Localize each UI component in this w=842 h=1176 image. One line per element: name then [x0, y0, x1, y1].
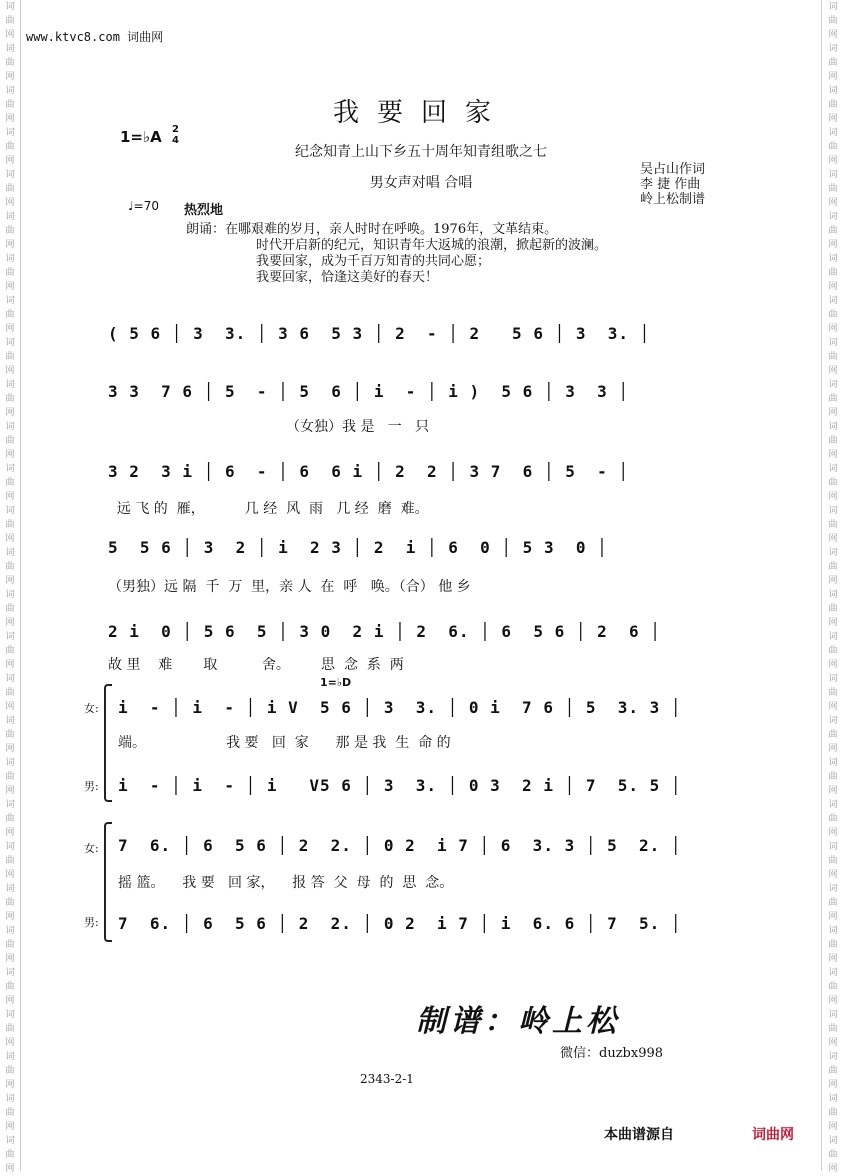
duet2-male-notes: 7 6. │ 6 5 6 │ 2 2. │ 0 2 i 7 │ i 6. 6 │ 7 5. │ — [118, 914, 682, 933]
duet1-lyrics: 端。 我 要 回 家 那 是 我 生 命 的 — [118, 735, 451, 751]
score-line-3-notes: 3 2 3 i │ 6 - │ 6 6 i │ 2 2 │ 3 7 6 │ 5 - │ — [108, 462, 630, 481]
male-label: 男: — [84, 780, 99, 793]
song-subtitle: 纪念知青上山下乡五十周年知青组歌之七 — [295, 144, 547, 160]
system-brace — [104, 684, 112, 802]
time-bottom: 4 — [172, 135, 179, 146]
source-site-link[interactable]: 词曲网 — [752, 1127, 794, 1143]
male-label: 男: — [84, 916, 99, 929]
recitation-line: 我要回家，成为千百万知青的共同心愿； — [256, 254, 491, 269]
wechat-contact: 微信：duzbx998 — [560, 1046, 664, 1061]
right-watermark-strip: 词曲网词曲网词曲网词曲网词曲网词曲网词曲网词曲网词曲网词曲网词曲网词曲网词曲网词曲网词曲网词曲网词曲网词曲网词曲网词曲网词曲网词曲网词曲网词曲网词曲网词曲网词曲网词曲网 — [828, 2, 838, 1174]
duet2-female-notes: 7 6. │ 6 5 6 │ 2 2. │ 0 2 i 7 │ 6 3. 3 │ 5 2. │ — [118, 836, 682, 855]
duet2-lyrics: 摇 篮。 我 要 回 家， 报 答 父 母 的 思 念。 — [118, 875, 454, 891]
time-top: 2 — [172, 124, 179, 135]
score-line-2-lyrics: （女独）我 是 一 只 — [108, 419, 430, 435]
tempo-marking: ♩=70 — [128, 199, 159, 213]
recitation-line: 我要回家，恰逢这美好的春天！ — [256, 270, 439, 285]
left-watermark-strip: 词曲网词曲网词曲网词曲网词曲网词曲网词曲网词曲网词曲网词曲网词曲网词曲网词曲网词曲网词曲网词曲网词曲网词曲网词曲网词曲网词曲网词曲网词曲网词曲网词曲网词曲网词曲网词曲网 — [5, 2, 15, 1174]
score-line-4-lyrics: （男独）远 隔 千 万 里，亲 人 在 呼 唤。（合） 他 乡 — [108, 579, 471, 595]
key-change: 1=♭D — [320, 676, 352, 689]
page-number: 2343-2-1 — [360, 1072, 414, 1086]
lyricist: 吴占山作词 — [640, 162, 706, 177]
score-line-5-lyrics: 故 里 难 取 舍。 思 念 系 两 — [108, 657, 404, 673]
transcriber: 岭上松制谱 — [640, 192, 706, 207]
score-line-5-notes: 2 i 0 │ 5 6 5 │ 3 0 2 i │ 2 6. │ 6 5 6 │ 2 6 │ — [108, 622, 661, 641]
credits — [640, 162, 705, 207]
score-line-4-notes: 5 5 6 │ 3 2 │ i 2 3 │ 2 i │ 6 0 │ 5 3 0 │ — [108, 538, 608, 557]
female-label: 女: — [84, 702, 99, 715]
recitation-line: 时代开启新的纪元，知识青年大返城的浪潮，掀起新的波澜。 — [256, 238, 608, 253]
song-title: 我要回家 — [332, 98, 509, 128]
site-header[interactable]: www.ktvc8.com 词曲网 — [26, 30, 164, 44]
recitation-block — [186, 222, 608, 286]
recitation-line: 朗诵：在哪艰难的岁月，亲人时时在呼唤。1976年，文革结束。 — [186, 222, 558, 237]
source-label: 本曲谱源自 — [604, 1127, 674, 1143]
duet1-male-notes: i - │ i - │ i V5 6 │ 3 3. │ 0 3 2 i │ 7 5. 5 │ — [118, 776, 682, 795]
time-signature — [172, 124, 179, 146]
system-brace — [104, 822, 112, 942]
score-line-3-lyrics: 远 飞 的 雁， 几 经 风 雨 几 经 磨 难。 — [108, 501, 429, 517]
composer: 李 捷 作曲 — [640, 177, 701, 192]
duet1-female-notes: i - │ i - │ i V 5 6 │ 3 3. │ 0 i 7 6 │ 5 3. 3 │ — [118, 698, 682, 717]
score-line-1-notes: ( 5 6 │ 3 3. │ 3 6 5 3 │ 2 - │ 2 5 6 │ 3 3. │ — [108, 324, 651, 343]
female-label: 女: — [84, 842, 99, 855]
transcriber-signature: 制谱：岭上松 — [416, 1004, 620, 1039]
expression-marking: 热烈地 — [184, 203, 224, 218]
score-line-2-notes: 3 3 7 6 │ 5 - │ 5 6 │ i - │ i ) 5 6 │ 3 3 │ — [108, 382, 630, 401]
key-signature: 1=♭A — [120, 128, 162, 146]
performance-form: 男女声对唱 合唱 — [369, 175, 473, 191]
